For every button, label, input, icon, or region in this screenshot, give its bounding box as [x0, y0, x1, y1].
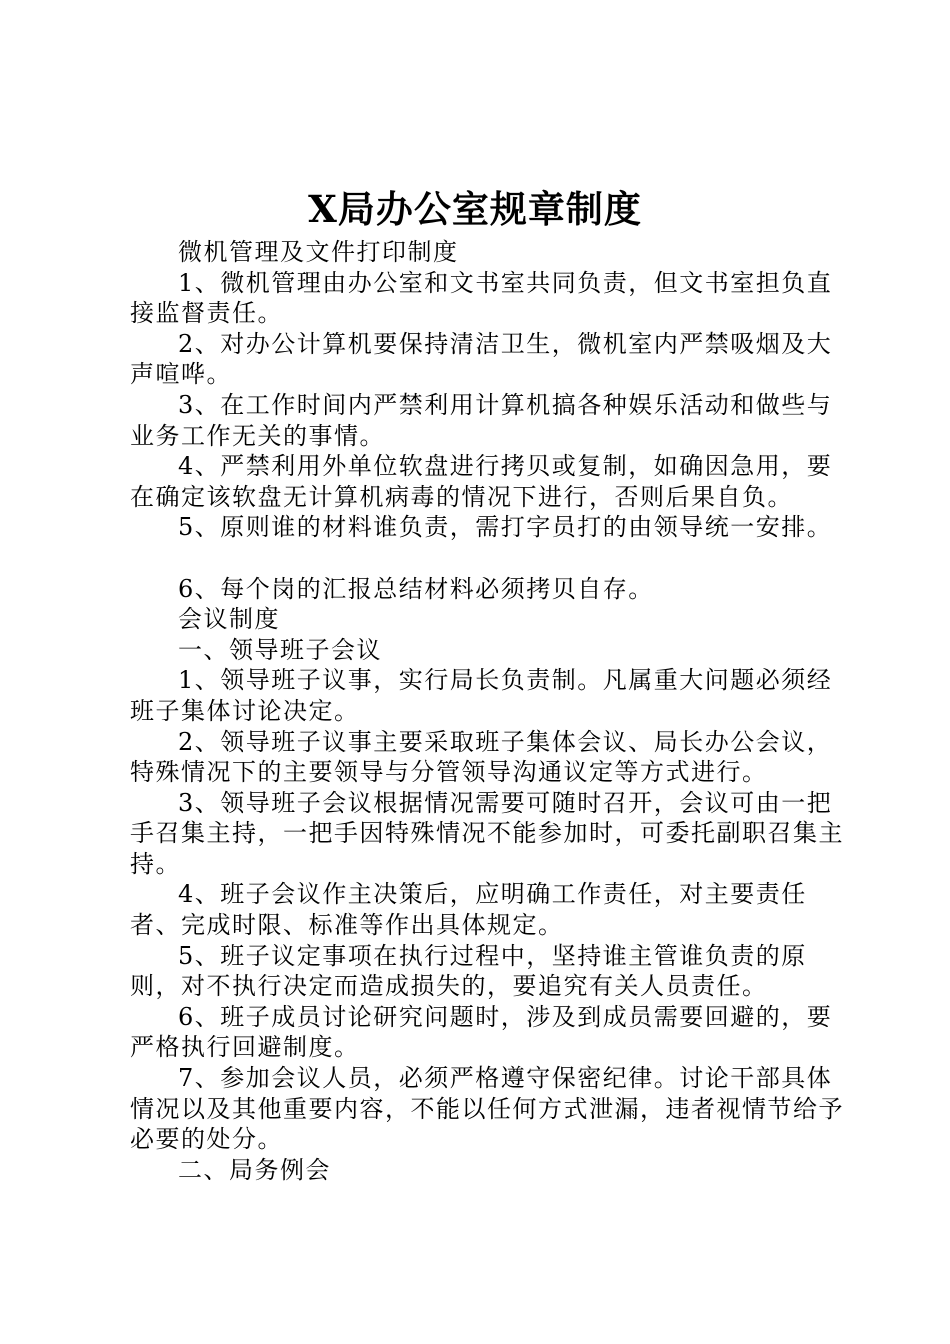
paragraph: 6、班子成员讨论研究问题时，涉及到成员需要回避的，要严格执行回避制度。 [130, 1002, 833, 1062]
paragraph: 4、班子会议作主决策后，应明确工作责任，对主要责任者、完成时限、标准等作出具体规定。 [130, 880, 807, 940]
subsection-heading: 一、领导班子会议 [178, 635, 382, 664]
paragraph: 1、领导班子议事，实行局长负责制。凡属重大问题必须经班子集体讨论决定。 [130, 666, 833, 725]
paragraph: 2、对办公计算机要保持清洁卫生，微机室内严禁吸烟及大声喧哗。 [130, 329, 833, 389]
paragraph: 7、参加会议人员，必须严格遵守保密纪律。讨论干部具体情况以及其他重要内容，不能以任何方式泄漏，违者视情节给予必要的处分。 [130, 1064, 844, 1154]
paragraph: 3、领导班子会议根据情况需要可随时召开，会议可由一把手召集主持，一把手因特殊情况不能参加时，可委托副职召集主持。 [130, 788, 844, 878]
paragraph: 3、在工作时间内严禁利用计算机搞各种娱乐活动和做些与业务工作无关的事情。 [130, 390, 833, 450]
subsection-heading: 二、局务例会 [178, 1155, 331, 1184]
paragraph: 2、领导班子议事主要采取班子集体会议、局长办公会议，特殊情况下的主要领导与分管领导沟通议定等方式进行。 [130, 727, 833, 787]
paragraph: 5、原则谁的材料谁负责，需打字员打的由领导统一安排。 [178, 513, 833, 542]
paragraph: 6、每个岗的汇报总结材料必须拷贝自存。 [178, 574, 654, 603]
paragraph: 5、班子议定事项在执行过程中，坚持谁主管谁负责的原则，对不执行决定而造成损失的，要追究有关人员责任。 [130, 941, 807, 1001]
section-heading-meeting: 会议制度 [178, 605, 280, 634]
document-title: X局办公室规章制度 [308, 187, 642, 231]
section-heading-computer: 微机管理及文件打印制度 [178, 238, 459, 266]
paragraph: 4、严禁利用外单位软盘进行拷贝或复制，如确因急用，要在确定该软盘无计算机病毒的情况下进行，否则后果自负。 [130, 452, 833, 511]
paragraph: 1、微机管理由办公室和文书室共同负责，但文书室担负直接监督责任。 [130, 268, 833, 328]
document-body [130, 237, 846, 1185]
